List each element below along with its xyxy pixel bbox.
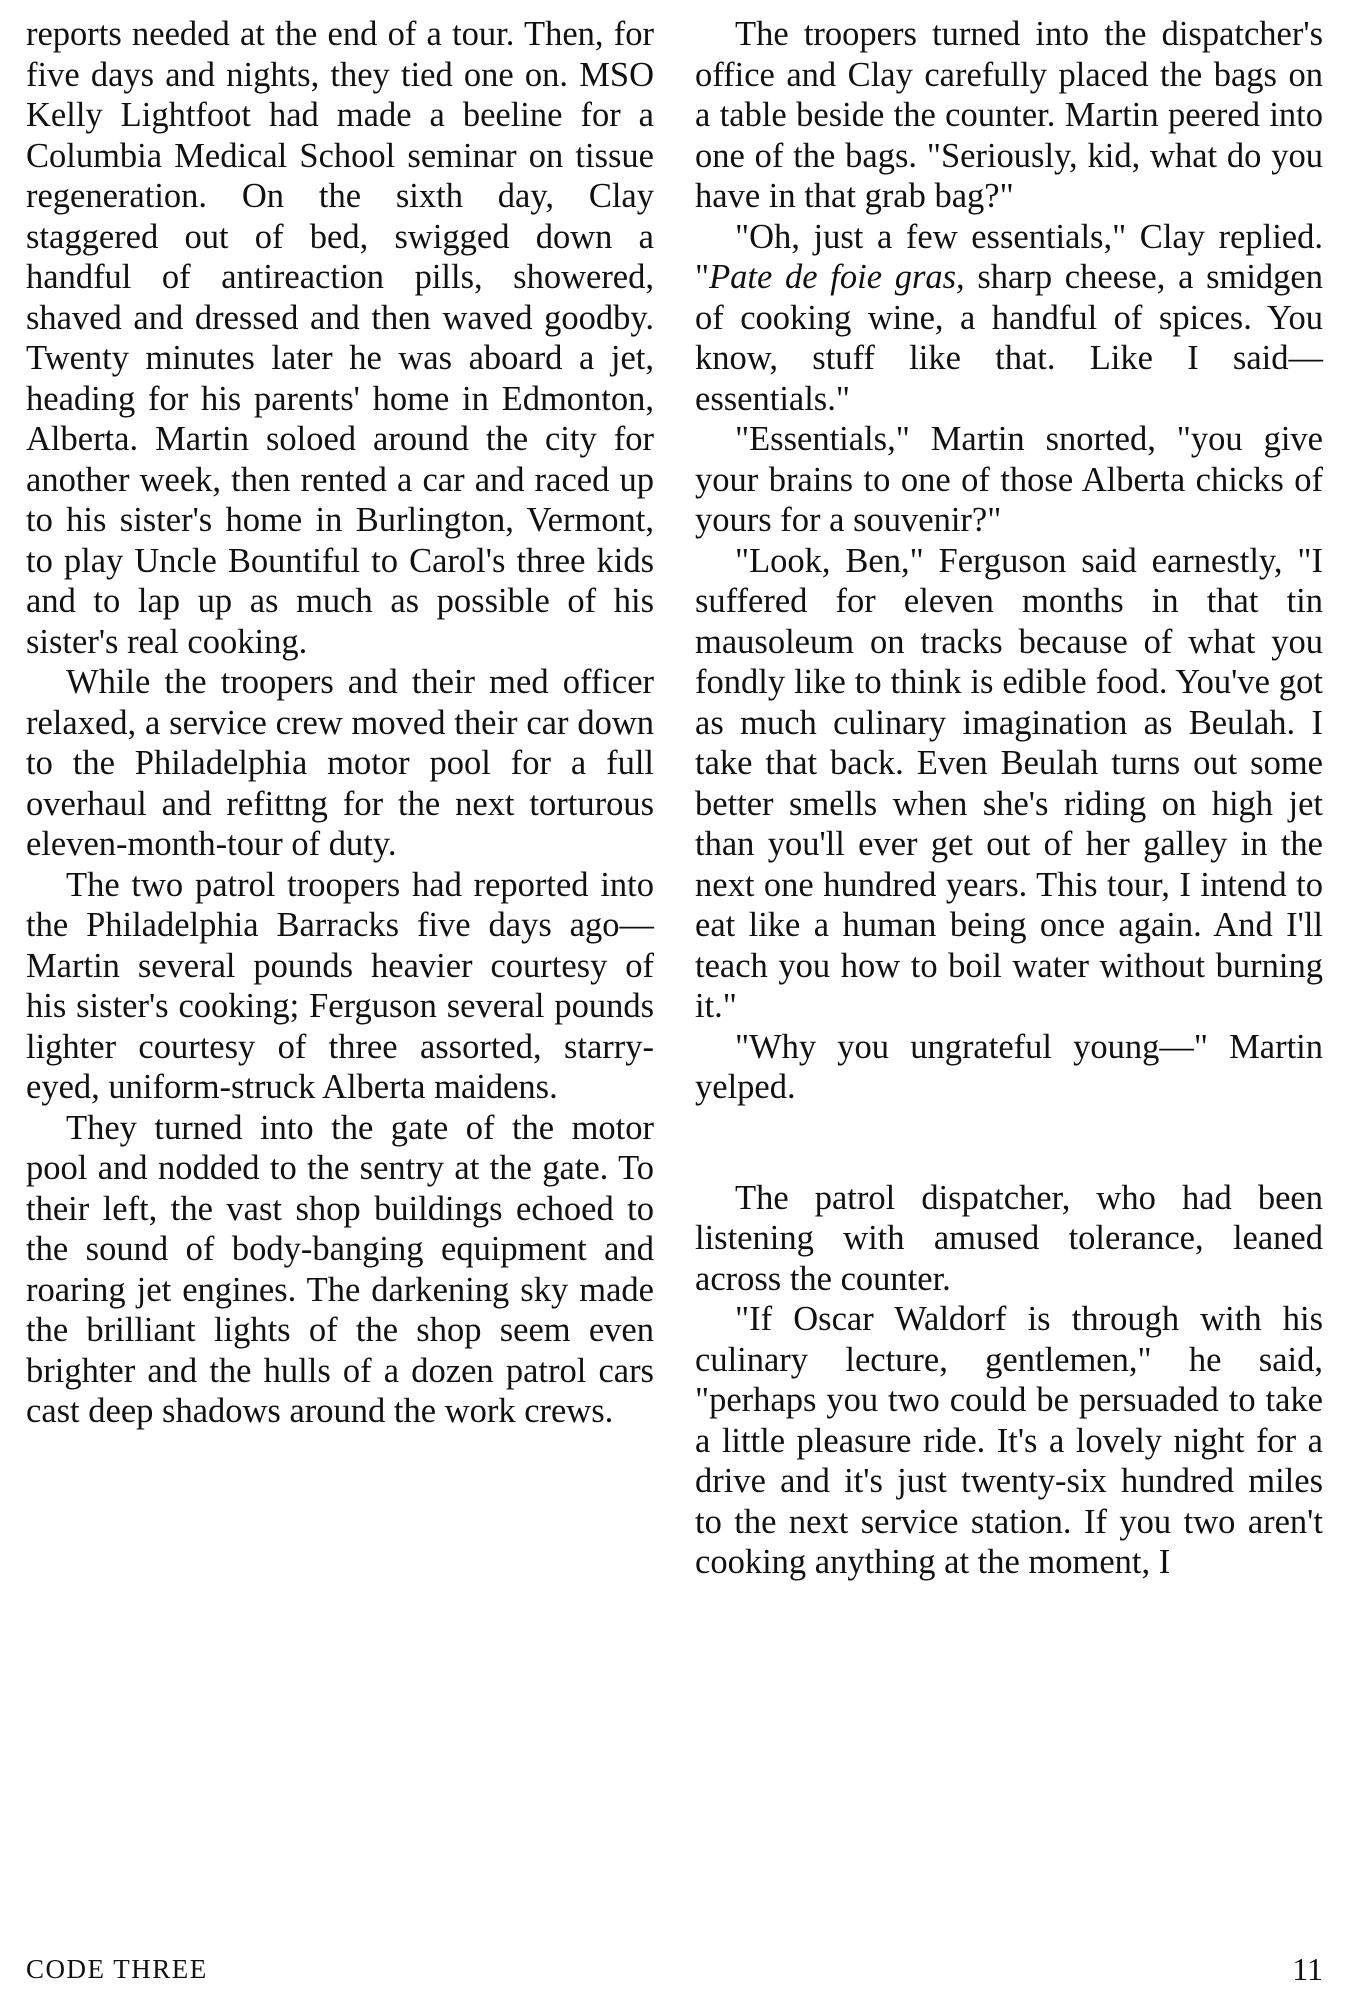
italic-phrase: Pate de foie gras, [709,258,965,296]
paragraph: They turned into the gate of the motor pool and nodded to the sentry at the gate. To their left, the vast shop buildings echoed to the sound of body-banging equipment and roaring jet engines. The darkening sky made the brilliant lights of the shop seem even brighter and the hulls of a dozen patrol cars cast deep shadows around the work crews. [26,1108,654,1430]
page-number: 11 [1292,1951,1323,1987]
paragraph: The troopers turned into the dispatcher's office and Clay carefully placed the bags on a table beside the counter. Martin peered into one of the bags. "Seriously, kid, what do you have in that grab bag?" [695,15,1323,215]
running-title: CODE THREE [26,1954,208,1984]
paragraph-lead: "Oh, just a few essentials," Clay replied. " [695,217,1323,296]
paragraph: "If Oscar Waldorf is through with his culinary lecture, gentlemen," he said, "perhaps you two could be persuaded to take a little pleasure ride. It's a lovely night for a drive and it's just twenty-six hundred miles to the next service station. If you two aren't cooking anything at the moment, I [695,1300,1323,1581]
paragraph: reports needed at the end of a tour. Then, for five days and nights, they tied one on. MSO Kelly Lightfoot had made a beeline for a Columbia Medical School seminar on tissue regeneration. On the sixth day, Clay staggered out of bed, swigged down a handful of antireaction pills, showered, shaved and dressed and then waved goodby. Twenty minutes later he was aboard a jet, heading for his parents' home in Edmonton, Alberta. Martin soloed around the city for another week, then rented a car and raced up to his sister's home in Burlington, Vermont, to play Uncle Bountiful to Carol's three kids and to lap up as much as possible of his sister's real cooking. [26,15,654,661]
paragraph: "Look, Ben," Ferguson said earnestly, "I suffered for eleven months in that tin mausoleum on tracks because of what you fondly like to think is edible food. You've got as much culinary imagination as Beulah. I take that back. Even Beulah turns out some better smells when she's riding on high jet than you'll ever get out of her galley in the next one hundred years. This tour, I intend to eat like a human being once again. And I'll teach you how to boil water without burning it." [695,541,1323,1025]
paragraph: "Essentials," Martin snorted, "you give your brains to one of those Alberta chicks of yours for a souvenir?" [695,420,1323,539]
paragraph: The two patrol troopers had reported into the Philadelphia Barracks five days ago—Martin several pounds heavier courtesy of his sister's cooking; Ferguson several pounds lighter courtesy of three assorted, starry-eyed, uniform-struck Alberta maidens. [26,865,654,1106]
paragraph: "Why you ungrateful young—" Martin yelped. [695,1027,1323,1106]
paragraph: While the troopers and their med officer relaxed, a service crew moved their car down to the Philadelphia motor pool for a full overhaul and refittng for the next torturous eleven-month-tour of duty. [26,663,654,863]
paragraph-with-italic [695,217,1323,420]
right-text-column [695,14,1323,1583]
paragraph: The patrol dispatcher, who had been listening with amused tolerance, leaned across the counter. [695,1178,1323,1298]
left-text-column [26,14,654,1432]
paragraph-tail: sharp cheese, a smidgen of cooking wine, a handful of spices. You know, stuff like that. Like I said—essentials." [695,258,1323,418]
